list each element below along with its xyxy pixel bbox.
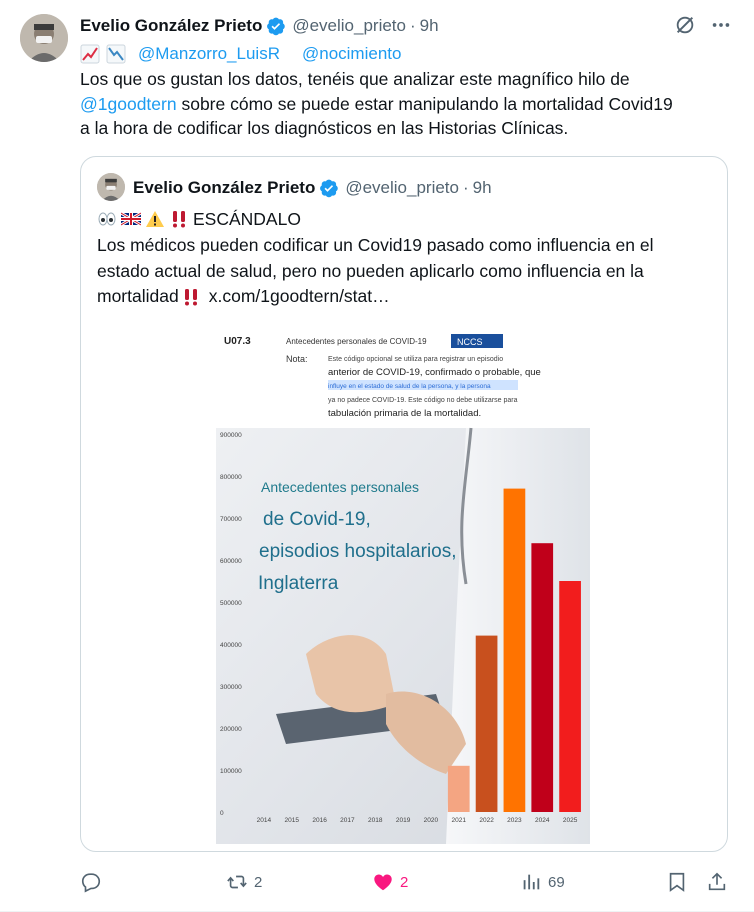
- like-button[interactable]: [372, 864, 408, 900]
- chart-title-line: Antecedentes personales: [261, 479, 419, 495]
- author-name[interactable]: Evelio González Prieto: [80, 16, 263, 35]
- share-button[interactable]: [706, 864, 728, 900]
- nccs-label: NCCS: [457, 337, 483, 347]
- tweet-text-line: [80, 92, 730, 117]
- quoted-header: [133, 176, 492, 200]
- bar-2024: [531, 543, 553, 812]
- y-tick-label: 900000: [220, 432, 242, 439]
- chart-title-line: Inglaterra: [258, 573, 339, 594]
- quoted-headline-text: ESCÁNDALO: [193, 208, 301, 229]
- quoted-headline: [97, 207, 301, 231]
- action-bar: [0, 864, 754, 900]
- top-actions: [674, 14, 732, 36]
- double-exclamation-emoji-icon: [169, 209, 189, 229]
- tweet-text: [80, 67, 730, 141]
- nota-line: Este código opcional se utiliza para registrar un episodio: [328, 356, 504, 363]
- media-svg: [216, 324, 590, 844]
- mention-link[interactable]: @1goodtern: [80, 93, 177, 114]
- nota-line: ya no padece COVID-19. Este código no debe utilizarse para: [328, 397, 518, 404]
- verified-badge-icon: [319, 178, 339, 198]
- quoted-text-line: [97, 284, 717, 310]
- code-title: Antecedentes personales de COVID-19: [286, 337, 427, 346]
- y-tick-label: 500000: [220, 600, 242, 607]
- y-tick-label: 0: [220, 810, 224, 817]
- x-tick-label: 2014: [256, 817, 272, 824]
- y-tick-label: 100000: [220, 768, 242, 775]
- x-tick-label: 2025: [562, 817, 578, 824]
- separator-dot: ·: [409, 16, 416, 35]
- chart-title-line: de Covid-19,: [263, 509, 371, 530]
- chart-increasing-emoji-icon: [80, 44, 100, 64]
- analytics-icon: [520, 871, 542, 893]
- uk-flag-emoji-icon: [121, 209, 141, 229]
- quoted-author-handle: @evelio_prieto: [345, 178, 459, 197]
- warning-emoji-icon: [145, 209, 165, 229]
- x-tick-label: 2021: [451, 817, 466, 824]
- nota-line: anterior de COVID-19, confirmado o probable, que: [328, 367, 541, 378]
- x-tick-label: 2016: [312, 817, 327, 824]
- y-tick-label: 600000: [220, 558, 242, 565]
- tweet-text-line: Los que os gustan los datos, tenéis que analizar este magnífico hilo de: [80, 69, 630, 89]
- grok-icon[interactable]: [674, 14, 696, 36]
- repost-button[interactable]: [226, 864, 262, 900]
- chart-decreasing-emoji-icon: [106, 44, 126, 64]
- nota-label: Nota:: [286, 354, 308, 364]
- tweet-text-segment: sobre cómo se puede estar manipulando la mortalidad Covid19: [176, 93, 673, 114]
- bar-2021: [448, 766, 470, 812]
- reply-button[interactable]: [80, 864, 108, 900]
- author-handle[interactable]: @evelio_prieto: [292, 16, 406, 35]
- chart-title-line: episodios hospitalarios,: [259, 541, 457, 562]
- mention-link[interactable]: @nocimiento: [301, 44, 402, 63]
- x-tick-label: 2022: [479, 817, 494, 824]
- nota-line: influye en el estado de salud de la persona, y la persona: [328, 383, 491, 390]
- x-tick-label: 2018: [368, 817, 383, 824]
- quoted-text: [97, 233, 717, 310]
- tweet-text-line: a la hora de codificar los diagnósticos en las Historias Clínicas.: [80, 118, 569, 138]
- quoted-text-line: estado actual de salud, pero no pueden aplicarlo como influencia en la: [97, 260, 644, 281]
- mentions-line: [80, 42, 417, 66]
- x-tick-label: 2020: [423, 817, 439, 824]
- eyes-emoji-icon: [97, 209, 117, 229]
- bar-2023: [504, 489, 526, 812]
- like-count: 2: [400, 873, 409, 891]
- quoted-text-line: Los médicos pueden codificar un Covid19 pasado como influencia en el: [97, 235, 654, 255]
- quoted-avatar: [97, 173, 125, 201]
- y-tick-label: 800000: [220, 474, 242, 481]
- share-icon: [706, 871, 728, 893]
- nota-line: tabulación primaria de la mortalidad.: [328, 408, 482, 419]
- x-tick-label: 2019: [395, 817, 411, 824]
- quoted-timestamp: 9h: [472, 178, 492, 197]
- bar-2022: [476, 636, 498, 812]
- quoted-author-name: Evelio González Prieto: [133, 178, 316, 197]
- double-exclamation-emoji-icon: [181, 287, 201, 307]
- bookmark-button[interactable]: [666, 864, 688, 900]
- views-button[interactable]: [520, 864, 565, 900]
- more-options-icon[interactable]: [710, 14, 732, 36]
- y-tick-label: 200000: [220, 726, 242, 733]
- x-tick-label: 2023: [507, 817, 522, 824]
- repost-count: 2: [254, 873, 263, 891]
- view-count: 69: [548, 873, 565, 891]
- x-tick-label: 2024: [535, 817, 550, 824]
- reply-icon: [80, 871, 102, 893]
- separator-dot: ·: [462, 178, 469, 197]
- y-tick-label: 300000: [220, 684, 242, 691]
- tweet-header: [80, 14, 439, 38]
- code-label: U07.3: [224, 336, 251, 347]
- quoted-text-segment: mortalidad: [97, 286, 179, 306]
- repost-icon: [226, 871, 248, 893]
- quoted-url[interactable]: x.com/1goodtern/stat…: [208, 286, 390, 306]
- verified-badge-icon: [266, 16, 286, 36]
- quoted-tweet[interactable]: [80, 156, 728, 852]
- timestamp[interactable]: 9h: [419, 16, 439, 35]
- heart-icon: [372, 871, 394, 893]
- x-tick-label: 2015: [284, 817, 299, 824]
- quoted-media-image[interactable]: [216, 324, 590, 844]
- mention-link[interactable]: @Manzorro_LuisR: [138, 44, 280, 63]
- y-tick-label: 400000: [220, 642, 242, 649]
- bookmark-icon: [666, 871, 688, 893]
- avatar[interactable]: [20, 14, 68, 62]
- y-tick-label: 700000: [220, 516, 242, 523]
- x-tick-label: 2017: [340, 817, 355, 824]
- bar-2025: [559, 581, 581, 812]
